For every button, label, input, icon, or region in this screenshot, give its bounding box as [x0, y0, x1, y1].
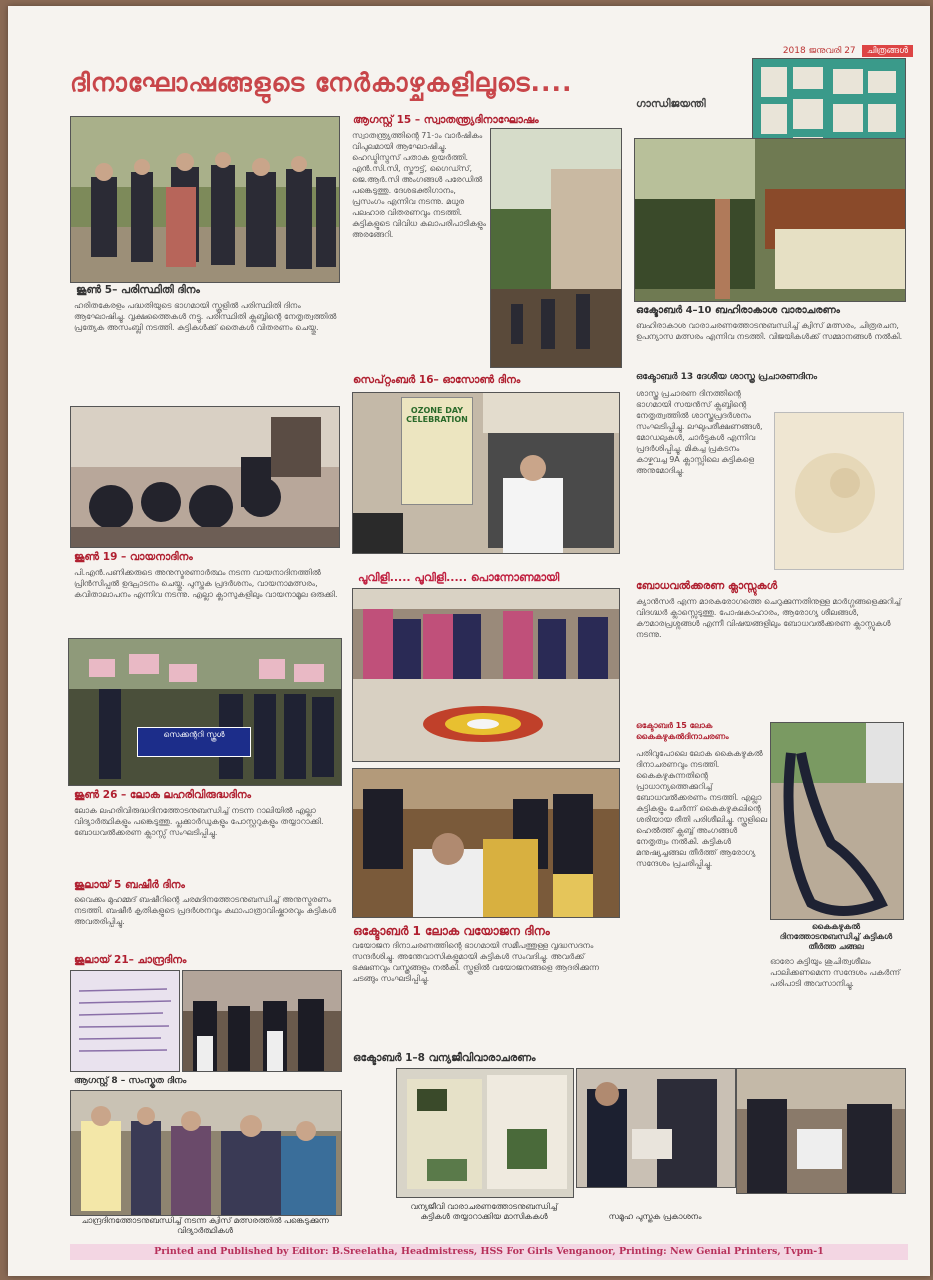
basheer-day-heading: ജൂലായ് 5 ബഷീർ ദിനം	[74, 879, 185, 891]
newspaper-page	[8, 6, 930, 1276]
space-week-body: ബഹിരാകാശ വാരാചരണത്തോടനുബന്ധിച്ച് ക്വിസ് മത്സരം, ചിത്രരചന, ഉപന്യാസ മത്സരം എന്നിവ നടത്തി. വിജയികൾക്ക് സമ്മാനങ്ങൾ നൽകി.	[636, 321, 903, 341]
ozone-day-photo	[352, 392, 620, 554]
onam-photo	[352, 588, 620, 762]
gandhi-jayanti-heading: ഗാന്ധിജയന്തി	[636, 98, 706, 110]
environment-day-photo	[70, 116, 340, 283]
science-day-photo	[774, 412, 904, 570]
elders-day-body: വയോജന ദിനാചരണത്തിന്റെ ഭാഗമായി സമീപത്തുള്ള വൃദ്ധസദനം സന്ദർശിച്ചു. അന്തേവാസികളുമായി കുട്ടികൾ സംവദിച്ചു. അവർക്ക് ഭക്ഷണവും വസ്ത്രങ്ങളും നൽകി. സ്കൂളിൽ വയോജനങ്ങളെ ആദരിക്കുന്ന ചടങ്ങും സംഘടിപ്പിച്ചു.	[352, 941, 599, 983]
section-tag: ചിത്രങ്ങൾ	[862, 45, 913, 57]
independence-day-body: സ്വാതന്ത്ര്യത്തിന്റെ 71-ാം വാർഷികം വിപുലമായി ആഘോഷിച്ചു. ഹെഡ്മിസ്ട്രസ് പതാക ഉയർത്തി. എൻ.സി.സി, സ്കൗട്ട്, ഗൈഡ്സ്, ജെ.ആർ.സി അംഗങ്ങൾ പരേഡിൽ പങ്കെടുത്തു. ദേശഭക്തിഗാനം, പ്രസംഗം എന്നിവ നടന്നു. മധുര പലഹാര വിതരണവും നടത്തി. കുട്ടികളുടെ വിവിധ കലാപരിപാടികളും അരങ്ങേറി.	[352, 131, 486, 239]
space-week-photo	[634, 138, 906, 302]
sanskrit-day-heading: ആഗസ്റ്റ് 8 – സംസ്കൃത ദിനം	[74, 1076, 187, 1086]
reading-day-photo	[70, 406, 340, 548]
anti-drug-rally-photo	[68, 638, 342, 786]
sanskrit-day-caption: ചാന്ദ്രദിനത്തോടനുബന്ധിച്ച് നടന്ന ക്വിസ് മത്സരത്തിൽ പങ്കെടുക്കുന്ന വിദ്യാർത്ഥികൾ	[81, 1216, 329, 1235]
wildlife-week-heading: ഒക്ടോബർ 1–8 വന്യജീവിവാരാചരണം	[353, 1052, 536, 1064]
onam-heading: പൂവിളി..... പൂവിളി..... പൊന്നോണമായി	[358, 571, 560, 584]
moon-day-heading: ജൂലായ് 21– ചാന്ദ്രദിനം	[74, 954, 187, 966]
space-week-heading: ഒക്ടോബർ 4–10 ബഹിരാകാശ വാരാചരണം	[636, 305, 840, 316]
elders-day-photo	[352, 768, 620, 918]
handwash-chain-photo	[770, 722, 904, 920]
environment-day-body: ഹരിതകേരളം പദ്ധതിയുടെ ഭാഗമായി സ്കൂളിൽ പരിസ്ഥിതി ദിനം ആഘോഷിച്ചു. വൃക്ഷത്തൈകൾ നട്ടു. പരിസ്ഥിതി ക്ലബ്ബിന്റെ നേതൃത്വത്തിൽ പ്രത്യേക അസംബ്ലി നടത്തി. കുട്ടികൾക്ക് തൈകൾ വിതരണം ചെയ്തു.	[74, 301, 337, 332]
handwash-day-heading: ഒക്ടോബർ 15 ലോക കൈകഴുകൽദിനാചരണം	[636, 721, 729, 741]
page-title: ദിനാഘോഷങ്ങളുടെ നേർകാഴ്ചകളിലൂടെ....	[70, 68, 573, 97]
issue-date-text: 2018 ജനുവരി 27	[782, 46, 856, 56]
awareness-heading: ബോധവൽക്കരണ ക്ലാസ്സുകൾ	[636, 580, 778, 592]
anti-drug-day-heading: ജൂൺ 26 – ലോക ലഹരിവിരുദ്ധദിനം	[74, 789, 251, 801]
wildlife-release-photo	[576, 1068, 736, 1188]
reading-day-heading: ജൂൺ 19 – വായനാദിനം	[74, 551, 193, 563]
basheer-day-body: വൈക്കം മുഹമ്മദ് ബഷീറിന്റെ ചരമദിനത്തോടനുബന്ധിച്ച് അനുസ്മരണം നടത്തി. ബഷീർ കൃതികളുടെ പ്രദർശനവും കഥാപാത്രാവിഷ്കാരവും കുട്ടികൾ അവതരിപ്പിച്ചു.	[74, 895, 336, 926]
handwash-caption: കൈകഴുകൽ ദിനത്തോടനുബന്ധിച്ച് കുട്ടികൾ തീർത്ത ചങ്ങല	[779, 922, 893, 951]
independence-day-heading: ആഗസ്റ്റ് 15 – സ്വാതന്ത്ര്യദിനാഘോഷം	[353, 114, 539, 126]
anti-drug-day-body: ലോക ലഹരിവിരുദ്ധദിനത്തോടനുബന്ധിച്ച് നടന്ന റാലിയിൽ എല്ലാ വിദ്യാർത്ഥികളും പങ്കെടുത്തു. പ്ലക്കാർഡുകളും പോസ്റ്ററുകളും തയ്യാറാക്കി. ബോധവൽക്കരണ ക്ലാസ്സ് സംഘടിപ്പിച്ചു.	[74, 806, 324, 837]
wildlife-caption-2: സമൂഹ പുസ്തക പ്രകാശനം	[608, 1212, 702, 1221]
elders-day-heading: ഒക്ടോബർ 1 ലോക വയോജന ദിനം	[353, 924, 550, 938]
ozone-poster-subtitle: CELEBRATION	[406, 415, 468, 424]
handwash-day-body: പതിവുപോലെ ലോക കൈകഴുകൽ ദിനാചരണവും നടത്തി. കൈകഴുകുന്നതിന്റെ പ്രാധാന്യത്തെക്കുറിച്ച് ബോധവൽക്കരണം നടത്തി. എല്ലാ കുട്ടികളും ചേർന്ന് കൈകഴുകലിന്റെ ശരിയായ രീതി പരിശീലിച്ചു. സ്കൂളിലെ ഹെൽത്ത് ക്ലബ്ബ് അംഗങ്ങൾ നേതൃത്വം നൽകി. കുട്ടികൾ മനുഷ്യച്ചങ്ങല തീർത്ത് ആരോഗ്യ സന്ദേശം പ്രചരിപ്പിച്ചു.	[636, 749, 768, 868]
handwash-day-body2: ഓരോ കുട്ടിയും ശുചിത്വശീലം പാലിക്കണമെന്ന സന്ദേശം പകർന്ന് പരിപാടി അവസാനിച്ചു.	[770, 957, 901, 988]
sanskrit-day-photo	[70, 1090, 342, 1216]
independence-day-photo	[490, 128, 622, 368]
school-banner-text: സെക്കന്ററി സ്കൂൾ	[163, 730, 225, 739]
ozone-poster-title: OZONE DAY	[410, 406, 464, 415]
wildlife-caption-1: വന്യജീവി വാരാചരണത്തോടനുബന്ധിച്ച് കുട്ടികൾ തയ്യാറാക്കിയ മാസികകൾ	[410, 1202, 558, 1221]
moon-day-students-photo	[182, 970, 342, 1072]
wildlife-event-photo	[736, 1068, 906, 1194]
science-day-body: ശാസ്ത്ര പ്രചാരണ ദിനത്തിന്റെ ഭാഗമായി സയൻസ് ക്ലബ്ബിന്റെ നേതൃത്വത്തിൽ ശാസ്ത്രപ്രദർശനം സംഘടിപ്പിച്ചു. ലഘുപരീക്ഷണങ്ങൾ, മോഡലുകൾ, ചാർട്ടുകൾ എന്നിവ പ്രദർശിപ്പിച്ചു. മികച്ച പ്രകടനം കാഴ്ചവച്ച 9A ക്ലാസ്സിലെ കുട്ടികളെ അനുമോദിച്ചു.	[636, 389, 763, 475]
moon-day-document-photo	[70, 970, 180, 1072]
awareness-body: ക്യാൻസർ എന്ന മാരകരോഗത്തെ ചെറുക്കുന്നതിനുള്ള മാർഗ്ഗങ്ങളെക്കുറിച്ച് വിദഗ്ദ്ധർ ക്ലാസ്സെടുത്തു. പോഷകാഹാരം, ആരോഗ്യ ശീലങ്ങൾ, കൗമാരപ്രശ്നങ്ങൾ എന്നീ വിഷയങ്ങളിലും ബോധവൽക്കരണ ക്ലാസ്സുകൾ നടന്നു.	[636, 597, 901, 639]
ozone-day-heading: സെപ്റ്റംബർ 16– ഓസോൺ ദിനം	[353, 374, 521, 386]
reading-day-body: പി.എൻ.പണിക്കരുടെ അനുസ്മരണാർത്ഥം നടന്ന വായനാദിനത്തിൽ പ്രിൻസിപ്പൽ ഉദ്ഘാടനം ചെയ്തു. പുസ്തക പ്രദർശനം, വായനാമത്സരം, കവിതാലാപനം എന്നിവ നടന്നു. എല്ലാ ക്ലാസുകളിലും വായനാമൂല ഒരുക്കി.	[74, 568, 338, 599]
ozone-poster	[401, 397, 473, 505]
science-day-heading: ഒക്ടോബർ 13 ദേശീയ ശാസ്ത്ര പ്രചാരണദിനം	[636, 372, 818, 382]
environment-day-heading: ജൂൺ 5– പരിസ്ഥിതി ദിനം	[76, 284, 200, 296]
school-banner	[137, 727, 251, 757]
publisher-footer: Printed and Published by Editor: B.Sreelatha, Headmistress, HSS For Girls Venganoor, Printing: New Genial Printers, Tvpm-1	[70, 1244, 908, 1260]
wildlife-magazine-photo	[396, 1068, 574, 1198]
